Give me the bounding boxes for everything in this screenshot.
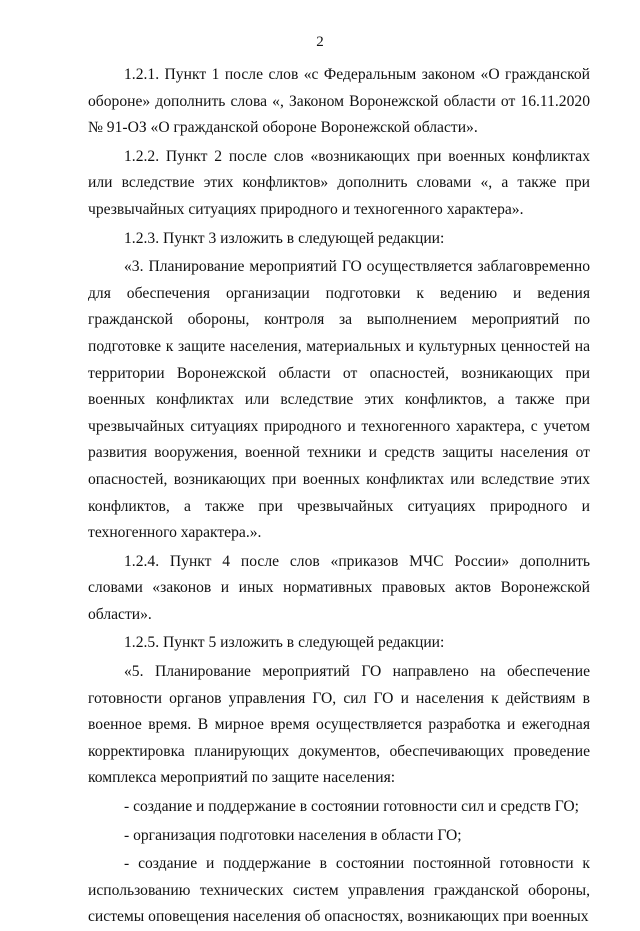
paragraph-1-2-5: 1.2.5. Пункт 5 изложить в следующей редакции: bbox=[124, 634, 445, 652]
paragraph-1-2-1: 1.2.1. Пункт 1 после слов «с Федеральным законом «О гражданской обороне» дополнить слова «, Законом Воронежской области от 16.11.2020 № 91-ОЗ «О гражданской обороне Воронежской области». bbox=[88, 66, 590, 137]
document-body bbox=[88, 62, 590, 931]
paragraph-1-2-3: 1.2.3. Пункт 3 изложить в следующей редакции: bbox=[124, 229, 445, 247]
paragraph-1-2-2: 1.2.2. Пункт 2 после слов «возникающих при военных конфликтах или вследствие этих конфликтов» дополнить словами «, а также при чрезвычайных ситуациях природного и техногенного характера». bbox=[88, 147, 590, 218]
paragraph-item-3-text: «3. Планирование мероприятий ГО осуществляется заблаговременно для обеспечения организации подготовки к ведению и ведения гражданской обороны, контроля за выполнением мероприятий по подготовке к защите населения, материальных и культурных ценностей на территории Воронежской области от опасностей, возникающих при военных конфликтах или вследствие этих конфликтов, а также при чрезвычайных ситуациях природного и техногенного характера, с учетом развития вооружения, военной техники и средств защиты населения от опасностей, возникающих при военных конфликтах или вследствие этих конфликтов, а также при чрезвычайных ситуациях природного и техногенного характера.». bbox=[88, 258, 590, 542]
paragraph-1-2-4: 1.2.4. Пункт 4 после слов «приказов МЧС России» дополнить словами «законов и иных нормативных правовых актов Воронежской области». bbox=[88, 552, 590, 623]
list-item: - организация подготовки населения в области ГО; bbox=[124, 826, 462, 844]
paragraph-item-5-text: «5. Планирование мероприятий ГО направлено на обеспечение готовности органов управления ГО, сил ГО и населения к действиям в военное время. В мирное время осуществляется разработка и ежегодная корректировка планирующих документов, обеспечивающих проведение комплекса мероприятий по защите населения: bbox=[88, 663, 590, 787]
list-item: - создание и поддержание в состоянии готовности сил и средств ГО; bbox=[124, 798, 579, 816]
list-item: - создание и поддержание в состоянии постоянной готовности к использованию технических систем управления гражданской обороны, системы оповещения населения об опасностях, возникающих при военных bbox=[88, 855, 590, 926]
page-number: 2 bbox=[316, 34, 324, 50]
